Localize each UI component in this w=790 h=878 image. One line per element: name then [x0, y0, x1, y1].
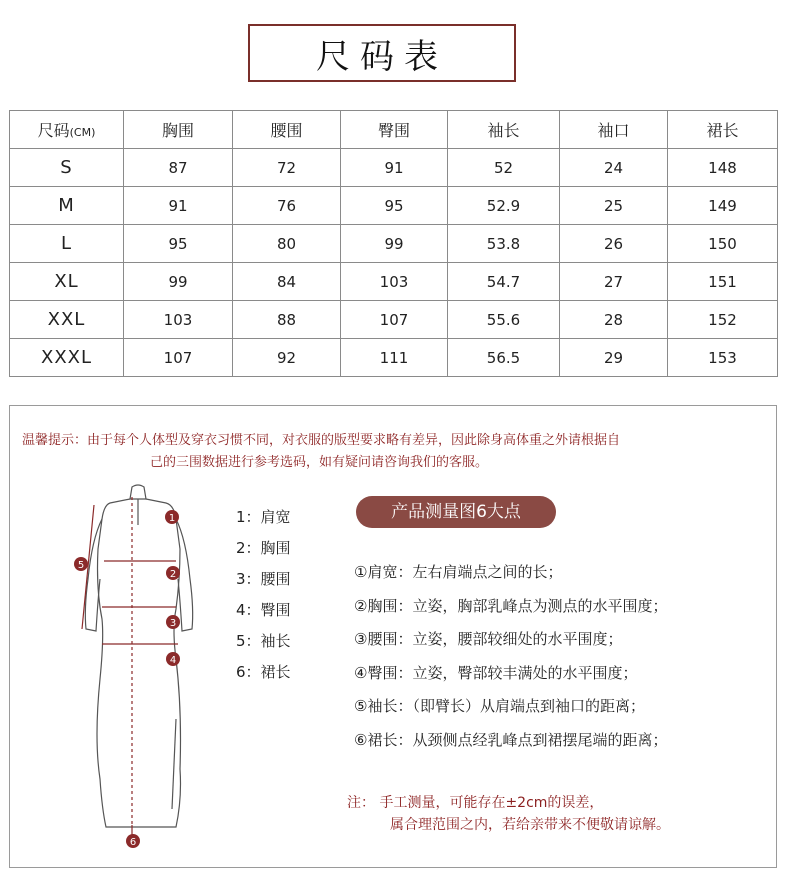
size-cell: XXXL	[10, 339, 124, 377]
table-cell: 148	[668, 149, 778, 187]
size-tip	[22, 430, 766, 474]
table-row	[10, 301, 778, 339]
dress-measurement-figure	[58, 479, 218, 859]
header-unit: (CM)	[69, 126, 96, 139]
header-dress-length: 裙长	[668, 111, 778, 149]
size-cell: XL	[10, 263, 124, 301]
header-sleeve-length: 袖长	[448, 111, 560, 149]
legend-item: 2：胸围	[236, 539, 291, 557]
table-cell: 27	[560, 263, 668, 301]
table-cell: 99	[341, 225, 448, 263]
table-row	[10, 225, 778, 263]
size-cell: L	[10, 225, 124, 263]
measurement-points-badge: 产品测量图6大点	[356, 496, 556, 528]
table-row	[10, 263, 778, 301]
measurement-guide-panel	[9, 405, 777, 868]
table-cell: 84	[233, 263, 341, 301]
header-size: 尺码(CM)	[10, 111, 124, 149]
table-row	[10, 187, 778, 225]
table-cell: 103	[124, 301, 233, 339]
definition-item: ⑥裙长：从颈侧点经乳峰点到裙摆尾端的距离；	[354, 730, 668, 749]
size-cell: XXL	[10, 301, 124, 339]
table-cell: 99	[124, 263, 233, 301]
table-cell: 150	[668, 225, 778, 263]
table-row	[10, 149, 778, 187]
table-cell: 95	[341, 187, 448, 225]
table-cell: 52.9	[448, 187, 560, 225]
size-cell: M	[10, 187, 124, 225]
legend-item: 1：肩宽	[236, 508, 291, 526]
header-hip: 臀围	[341, 111, 448, 149]
table-cell: 53.8	[448, 225, 560, 263]
header-bust: 胸围	[124, 111, 233, 149]
measurement-note	[347, 792, 670, 836]
definition-item: ②胸围：立姿，胸部乳峰点为测点的水平围度；	[354, 596, 668, 615]
definition-item: ④臀围：立姿，臀部较丰满处的水平围度；	[354, 663, 638, 682]
header-waist: 腰围	[233, 111, 341, 149]
table-cell: 91	[124, 187, 233, 225]
table-cell: 87	[124, 149, 233, 187]
note-line-2: 属合理范围之内，若给亲带来不便敬请谅解。	[390, 817, 670, 833]
legend-item: 3：腰围	[236, 570, 291, 588]
legend-item: 4：臀围	[236, 601, 291, 619]
table-cell: 72	[233, 149, 341, 187]
note-line-1: 注： 手工测量，可能存在±2cm的误差，	[347, 795, 604, 811]
table-cell: 88	[233, 301, 341, 339]
definition-item: ⑤袖长：（即臂长）从肩端点到袖口的距离；	[354, 697, 645, 716]
table-cell: 111	[341, 339, 448, 377]
table-cell: 107	[341, 301, 448, 339]
table-cell: 95	[124, 225, 233, 263]
marker-label-5: 5	[77, 560, 85, 571]
size-table	[9, 110, 778, 377]
table-row	[10, 339, 778, 377]
table-cell: 55.6	[448, 301, 560, 339]
table-cell: 56.5	[448, 339, 560, 377]
size-cell: S	[10, 149, 124, 187]
definition-item: ③腰围：立姿，腰部较细处的水平围度；	[354, 630, 623, 649]
table-cell: 91	[341, 149, 448, 187]
legend-item: 6：裙长	[236, 663, 291, 681]
table-header-row	[10, 111, 778, 149]
table-cell: 92	[233, 339, 341, 377]
table-cell: 24	[560, 149, 668, 187]
table-cell: 29	[560, 339, 668, 377]
table-cell: 153	[668, 339, 778, 377]
tip-line-1: 温馨提示：由于每个人体型及穿衣习惯不同，对衣服的版型要求略有差异，因此除身高体重之外请根据自	[22, 433, 621, 448]
measurement-definitions	[354, 556, 667, 758]
table-cell: 152	[668, 301, 778, 339]
table-cell: 52	[448, 149, 560, 187]
table-cell: 107	[124, 339, 233, 377]
table-cell: 28	[560, 301, 668, 339]
tip-line-2: 己的三围数据进行参考选码，如有疑问请咨询我们的客服。	[150, 455, 489, 470]
marker-label-6: 6	[129, 837, 137, 848]
page-title: 尺码表	[248, 24, 516, 82]
table-cell: 76	[233, 187, 341, 225]
table-cell: 54.7	[448, 263, 560, 301]
marker-label-3: 3	[169, 618, 177, 629]
measurement-legend	[236, 502, 291, 688]
marker-label-2: 2	[169, 569, 177, 580]
marker-label-4: 4	[169, 655, 177, 666]
legend-item: 5：袖长	[236, 632, 291, 650]
table-cell: 151	[668, 263, 778, 301]
header-cuff: 袖口	[560, 111, 668, 149]
table-cell: 26	[560, 225, 668, 263]
table-cell: 25	[560, 187, 668, 225]
marker-label-1: 1	[168, 513, 176, 524]
table-cell: 80	[233, 225, 341, 263]
definition-item: ①肩宽：左右肩端点之间的长；	[354, 563, 563, 581]
table-cell: 149	[668, 187, 778, 225]
table-cell: 103	[341, 263, 448, 301]
